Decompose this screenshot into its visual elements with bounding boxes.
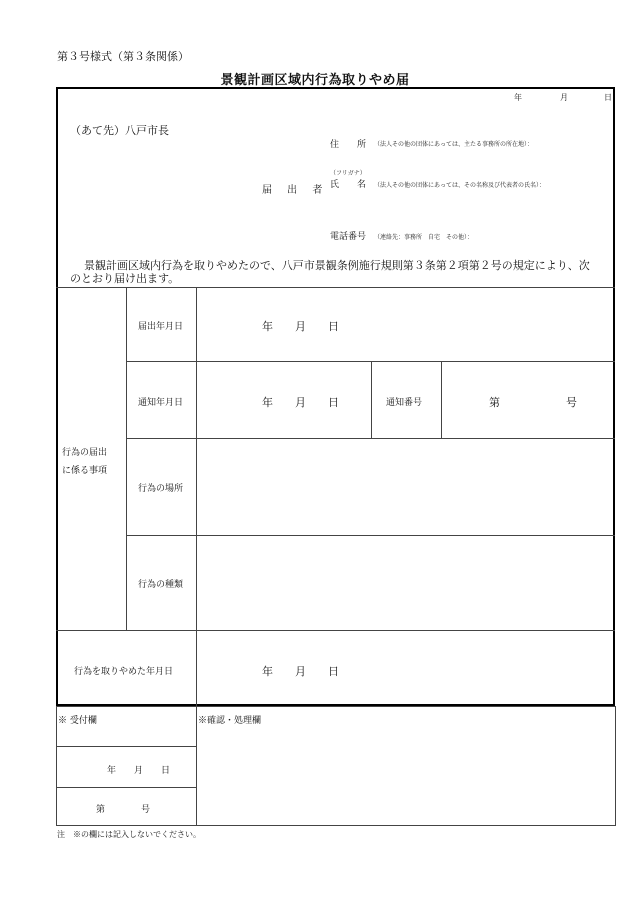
row-cancel-date-label: 行為を取りやめた年月日 [74,667,174,677]
table-top-rule [56,287,615,288]
office-box-divider [196,706,197,826]
furigana-label: （フリガナ） [330,170,366,177]
office-box-rule [56,787,196,788]
group-label-line-1: 行為の届出 [62,448,108,458]
notice-number-label: 通知番号 [386,398,423,408]
row-notice-date-value[interactable]: 年 月 日 [262,396,339,409]
office-box-rule [56,746,196,747]
date-month: 月 [560,93,568,102]
column-divider [441,361,442,438]
row-location-label: 行為の場所 [138,484,184,494]
row-notice-date-label: 通知年月日 [138,398,184,408]
row-type-value[interactable] [197,536,615,630]
row-filing-date-value[interactable]: 年 月 日 [262,320,339,333]
group-label-line-2: に係る事項 [62,466,108,476]
phone-note: （連絡先：事務所 自宅 その他）： [374,234,474,241]
row-cancel-date-value[interactable]: 年 月 日 [262,665,339,678]
form-number: 第３号様式（第３条関係） [57,50,189,63]
row-filing-date-label: 届出年月日 [138,322,184,332]
notifier-label: 届 出 者 [262,185,329,196]
statement-text [70,259,600,285]
phone-label: 電話番号 [330,232,367,242]
column-divider [126,287,127,630]
name-note: （法人その他の団体にあっては、その名称及び代表者の氏名）： [374,182,545,189]
name-label: 氏 名 [330,180,367,190]
footnote: 注 ※の欄には記入しないでください。 [57,830,201,839]
date-day: 日 [604,93,612,102]
statement-line-1: 景観計画区域内行為を取りやめたので、八戸市景観条例施行規則第３条第２項第２号の規定により、次 [84,259,590,272]
address-note: （法人その他の団体にあっては、主たる事務所の所在地）： [374,141,533,148]
row-divider [56,630,615,631]
form-title: 景観計画区域内行為取りやめ届 [220,73,410,88]
group-label [62,444,107,480]
statement-line-2: のとおり届け出ます。 [70,272,180,285]
date-year: 年 [514,93,522,102]
row-location-value[interactable] [197,439,615,535]
row-type-label: 行為の種類 [138,580,184,590]
reception-label: ※ 受付欄 [58,716,97,726]
reception-date: 年 月 日 [107,766,171,776]
confirmation-label: ※確認・処理欄 [198,716,262,726]
addressee: （あて先）八戸市長 [70,124,169,137]
address-label: 住 所 [330,140,367,150]
column-divider [371,361,372,438]
notice-number-value[interactable]: 第 号 [489,396,577,409]
reception-number: 第 号 [96,805,151,815]
